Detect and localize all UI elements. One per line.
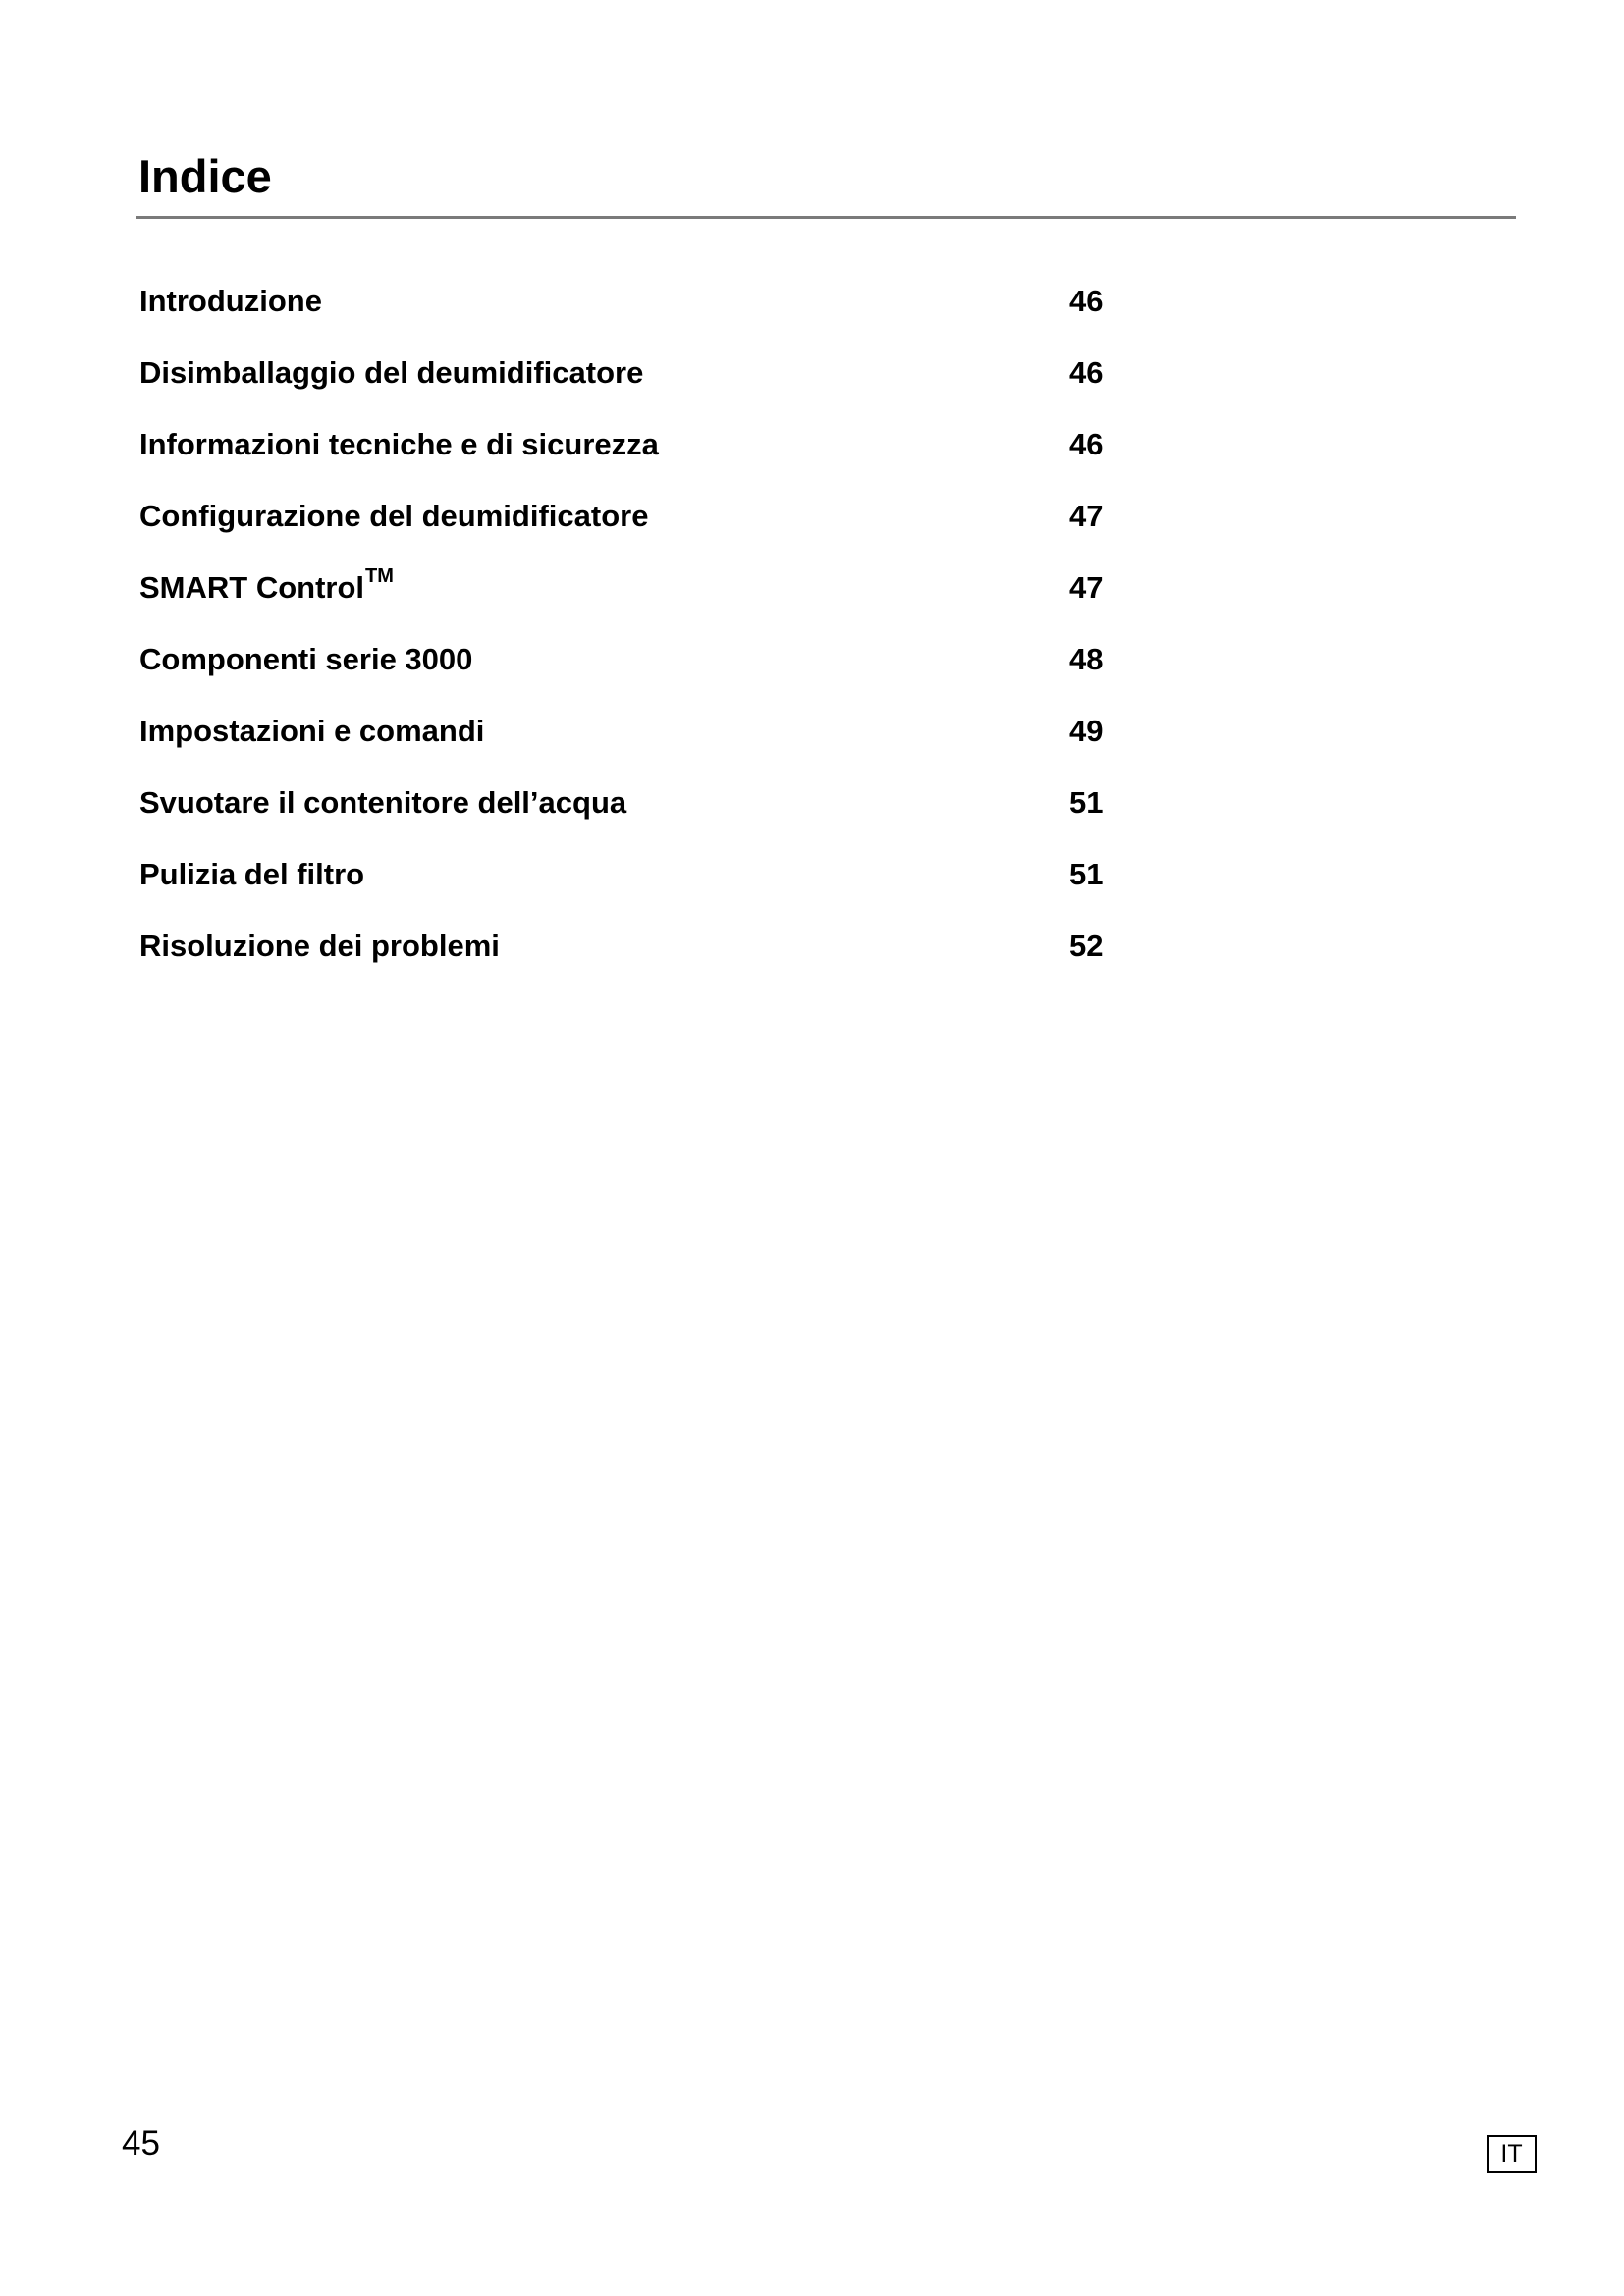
toc-entry-label: Pulizia del filtro bbox=[139, 857, 365, 891]
toc-entry-page: 48 bbox=[1069, 642, 1104, 676]
toc-entry-label: Introduzione bbox=[139, 284, 322, 318]
toc-entry-pulizia[interactable] bbox=[139, 859, 1121, 931]
toc-entry-page: 51 bbox=[1069, 785, 1104, 820]
toc-entry-page: 47 bbox=[1069, 499, 1104, 533]
toc-entry-componenti[interactable] bbox=[139, 644, 1121, 716]
page-number: 45 bbox=[122, 2124, 160, 2163]
toc-entry-label: Impostazioni e comandi bbox=[139, 714, 485, 748]
toc-entry-risoluzione[interactable] bbox=[139, 931, 1121, 1002]
toc-entry-configurazione[interactable] bbox=[139, 501, 1121, 572]
toc-entry-page: 51 bbox=[1069, 857, 1104, 891]
toc-entry-label: SMART Control™ bbox=[139, 565, 394, 605]
page-title: Indice bbox=[138, 150, 272, 202]
title-divider bbox=[136, 216, 1516, 219]
toc-entry-label: Risoluzione dei problemi bbox=[139, 929, 500, 963]
toc-entry-page: 47 bbox=[1069, 570, 1104, 605]
toc-entry-label: Componenti serie 3000 bbox=[139, 642, 473, 676]
toc-entry-page: 46 bbox=[1069, 427, 1104, 461]
toc-entry-page: 49 bbox=[1069, 714, 1104, 748]
trademark-superscript: TM bbox=[365, 565, 394, 587]
toc-entry-svuotare[interactable] bbox=[139, 787, 1121, 859]
toc-entry-informazioni-tecniche[interactable] bbox=[139, 429, 1121, 501]
toc-entry-page: 46 bbox=[1069, 355, 1104, 390]
toc-entry-label: Informazioni tecniche e di sicurezza bbox=[139, 427, 659, 461]
toc-entry-page: 46 bbox=[1069, 284, 1104, 318]
toc-entry-page: 52 bbox=[1069, 929, 1104, 963]
toc-entry-introduzione[interactable] bbox=[139, 286, 1121, 357]
language-badge: IT bbox=[1487, 2135, 1537, 2173]
toc-entry-disimballaggio[interactable] bbox=[139, 357, 1121, 429]
toc-entry-label: Svuotare il contenitore dell’acqua bbox=[139, 785, 627, 820]
table-of-contents bbox=[139, 286, 1121, 1002]
toc-entry-smart-control[interactable] bbox=[139, 565, 1121, 644]
toc-entry-label: Disimballaggio del deumidificatore bbox=[139, 355, 644, 390]
toc-entry-impostazioni[interactable] bbox=[139, 716, 1121, 787]
toc-entry-label: Configurazione del deumidificatore bbox=[139, 499, 649, 533]
